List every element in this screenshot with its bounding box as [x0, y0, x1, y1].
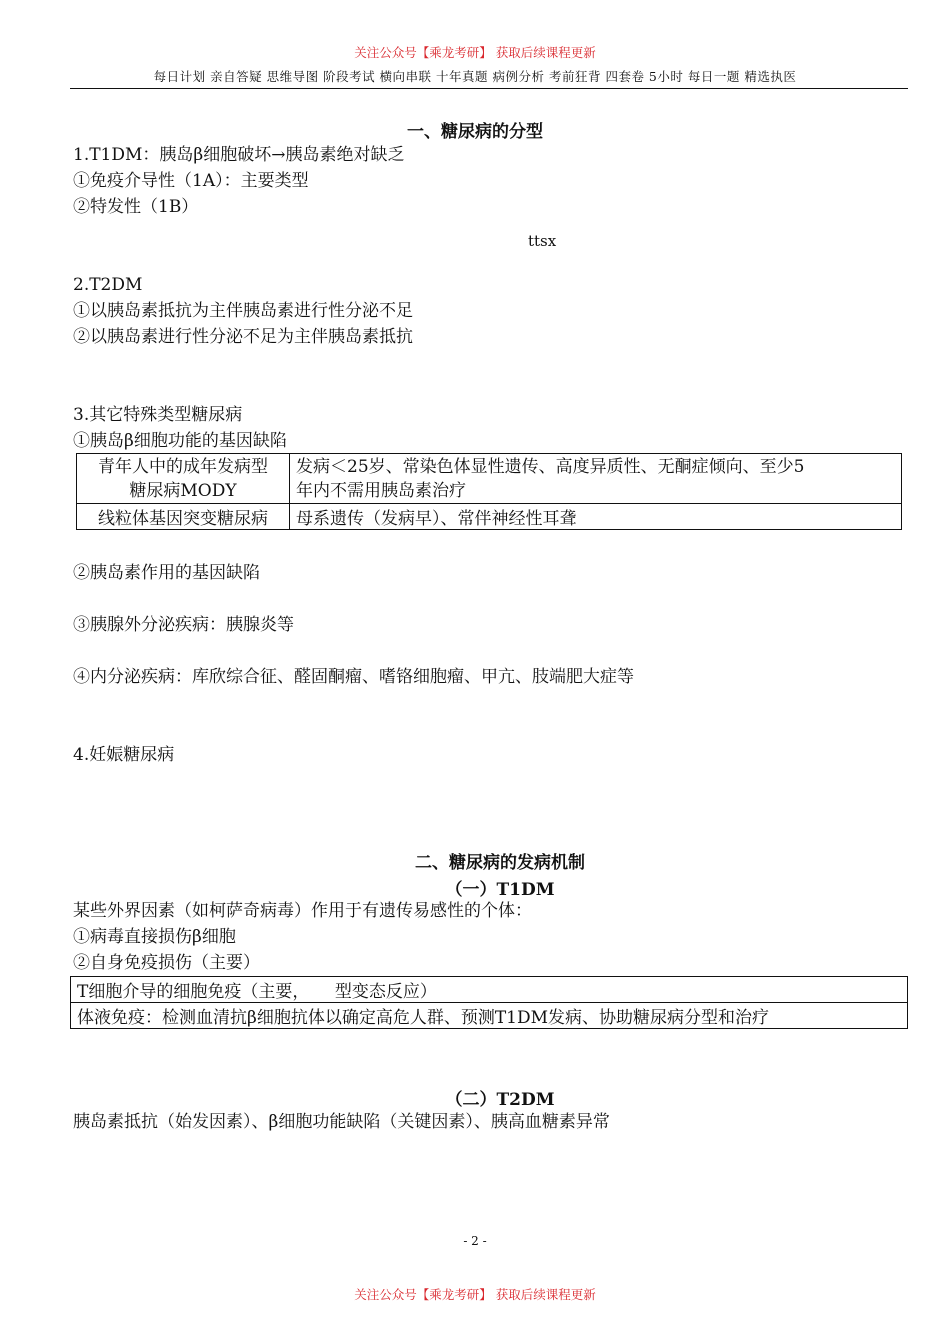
- t1dm-mechanism-item-2: ②自身免疫损伤（主要）: [73, 953, 260, 973]
- ttsx-text: ttsx: [528, 232, 557, 250]
- t1dm-item-1: ①免疫介导性（1A）：主要类型: [73, 171, 309, 191]
- mody-desc-line1: 发病＜25岁、常染色体显性遗传、高度异质性、无酮症倾向、至少5: [296, 456, 805, 477]
- table-cell-desc: [290, 454, 902, 504]
- table-row: [77, 454, 902, 504]
- footer-promo: 关注公众号【乘龙考研】 获取后续课程更新: [354, 1287, 596, 1302]
- special-heading: 3.其它特殊类型糖尿病: [73, 405, 243, 425]
- special-sub2: ②胰岛素作用的基因缺陷: [73, 563, 260, 583]
- section1-title: 一、糖尿病的分型: [407, 122, 543, 142]
- special-sub1: ①胰岛β细胞功能的基因缺陷: [73, 431, 287, 451]
- mody-name-line1: 青年人中的成年发病型: [98, 456, 268, 477]
- t2dm-item-2: ②以胰岛素进行性分泌不足为主伴胰岛素抵抗: [73, 327, 413, 347]
- table-cell-name: [77, 454, 290, 504]
- page-number: - 2 -: [463, 1234, 487, 1248]
- t1dm-heading: 1.T1DM：胰岛β细胞破坏→胰岛素绝对缺乏: [73, 145, 405, 165]
- t2dm-mechanism-text: 胰岛素抵抗（始发因素）、β细胞功能缺陷（关键因素）、胰高血糖素异常: [73, 1112, 610, 1132]
- table-row: [77, 504, 902, 530]
- immunity-table: [70, 976, 908, 1029]
- table-cell-desc: 母系遗传（发病早）、常伴神经性耳聋: [290, 504, 902, 530]
- special-types-table: [76, 453, 902, 530]
- mody-name-line2: 糖尿病MODY: [129, 480, 237, 501]
- cell-immunity: T细胞介导的细胞免疫（主要， 型变态反应）: [71, 977, 908, 1003]
- humoral-immunity: 体液免疫：检测血清抗β细胞抗体以确定高危人群、预测T1DM发病、协助糖尿病分型和治疗: [71, 1003, 908, 1029]
- special-sub3: ③胰腺外分泌疾病：胰腺炎等: [73, 615, 294, 635]
- section2-t1dm-title: （一）T1DM: [445, 880, 555, 900]
- t2dm-item-1: ①以胰岛素抵抗为主伴胰岛素进行性分泌不足: [73, 301, 413, 321]
- t1dm-mechanism-item-1: ①病毒直接损伤β细胞: [73, 927, 236, 947]
- gestational-diabetes: 4.妊娠糖尿病: [73, 745, 175, 765]
- section2-title: 二、糖尿病的发病机制: [415, 853, 585, 873]
- t1dm-item-2: ②特发性（1B）: [73, 197, 199, 217]
- table-cell-name: 线粒体基因突变糖尿病: [77, 504, 290, 530]
- special-sub4: ④内分泌疾病：库欣综合征、醛固酮瘤、嗜铬细胞瘤、甲亢、肢端肥大症等: [73, 667, 634, 687]
- table-row: [71, 977, 908, 1003]
- t2dm-heading: 2.T2DM: [73, 275, 143, 295]
- header-promo: 关注公众号【乘龙考研】 获取后续课程更新: [354, 45, 596, 60]
- header-subtitle: 每日计划 亲自答疑 思维导图 阶段考试 横向串联 十年真题 病例分析 考前狂背 四套卷 5小时 每日一题 精选执医: [153, 69, 797, 84]
- section2-t2dm-title: （二）T2DM: [445, 1090, 555, 1110]
- header-rule: [70, 88, 908, 89]
- t1dm-mechanism-intro: 某些外界因素（如柯萨奇病毒）作用于有遗传易感性的个体：: [73, 901, 532, 921]
- table-row: [71, 1003, 908, 1029]
- mody-desc-line2: 年内不需用胰岛素治疗: [296, 480, 466, 501]
